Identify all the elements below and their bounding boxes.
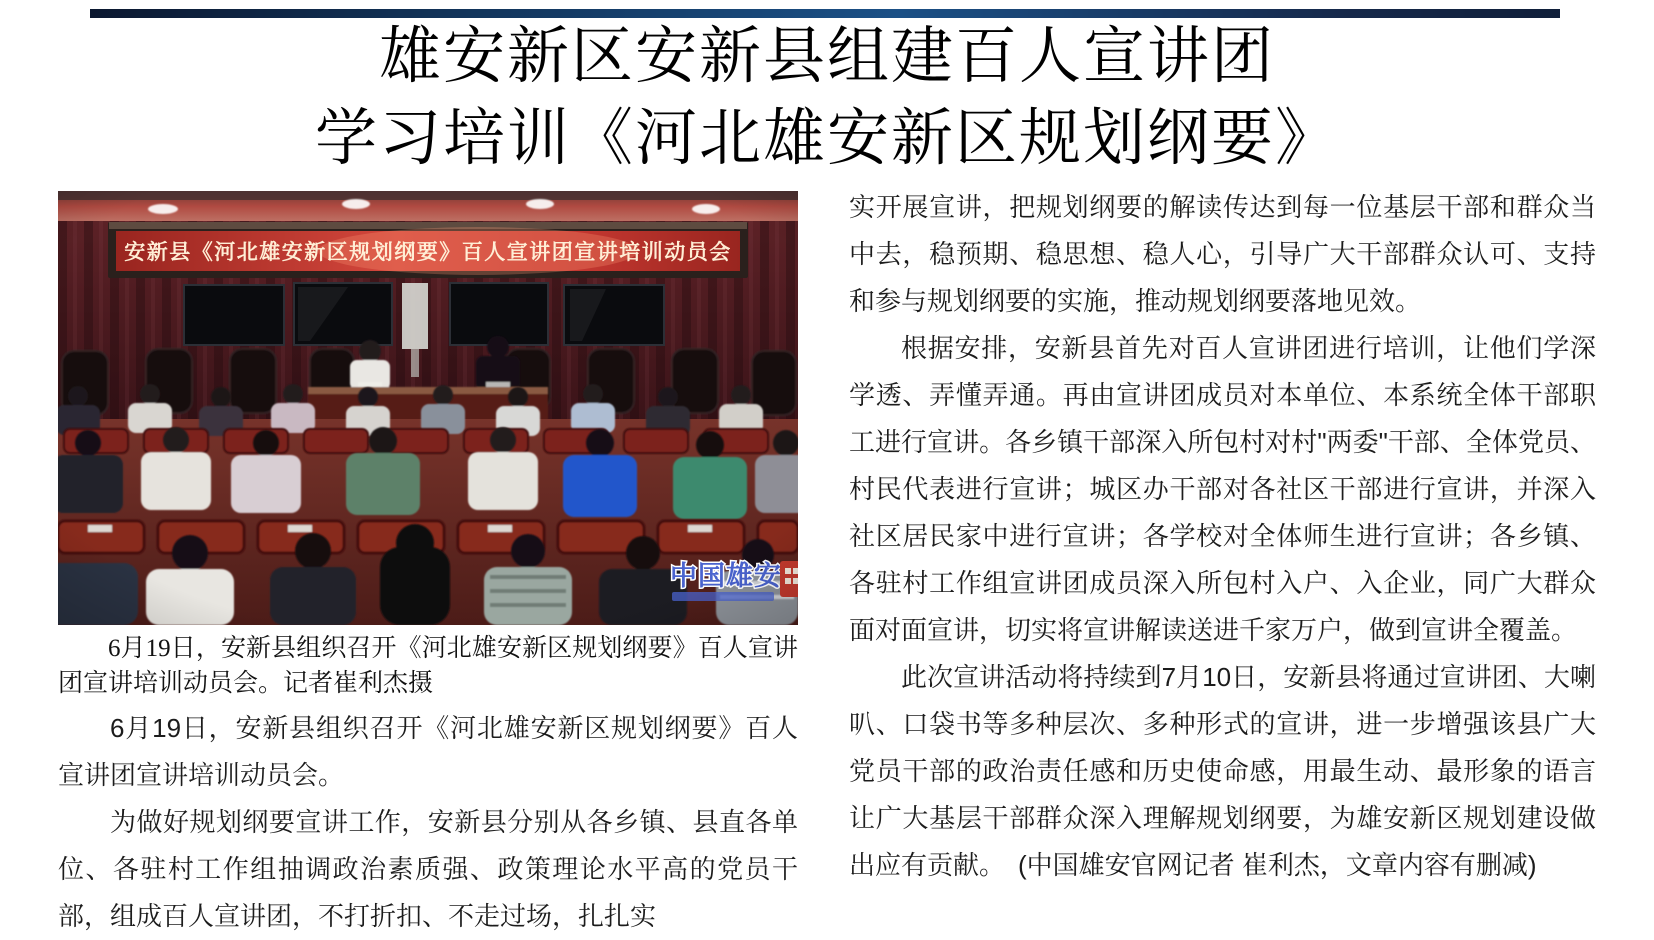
right-column <box>849 180 1596 889</box>
article-title <box>0 16 1654 180</box>
paragraph: 根据安排，安新县首先对百人宣讲团进行培训，让他们学深学透、弄懂弄通。再由宣讲团成员对本单位、本系统全体干部职工进行宣讲。各乡镇干部深入所包村对村"两委"干部、全体党员、村民代表进行宣讲；城区办干部对各社区干部进行宣讲，并深入社区居民家中进行宣讲；各学校对全体师生进行宣讲；各乡镇、各驻村工作组宣讲团成员深入所包村入户、入企业，同广大群众面对面宣讲，切实将宣讲解读送进千家万户，做到宣讲全覆盖。 <box>849 333 1596 645</box>
paragraph: 6月19日，安新县组织召开《河北雄安新区规划纲要》百人宣讲团宣讲培训动员会。 <box>58 713 798 790</box>
photo-vignette <box>58 191 798 625</box>
article-body-left <box>58 705 798 940</box>
paragraph: 实开展宣讲，把规划纲要的解读传达到每一位基层干部和群众当中去，稳预期、稳思想、稳人心，引导广大干部群众认可、支持和参与规划纲要的实施，推动规划纲要落地见效。 <box>849 192 1596 316</box>
article-title-line2: 学习培训《河北雄安新区规划纲要》 <box>314 105 1339 173</box>
photo-caption: 6月19日，安新县组织召开《河北雄安新区规划纲要》百人宣讲团宣讲培训动员会。记者崔利杰摄 <box>58 635 798 697</box>
paragraph: 此次宣讲活动将持续到7月10日，安新县将通过宣讲团、大喇叭、口袋书等多种层次、多种形式的宣讲，进一步增强该县广大党员干部的政治责任感和历史使命感，用最生动、最形象的语言让广大基层干部群众深入理解规划纲要，为雄安新区规划建设做出应有贡献。 (中国雄安官网记者 崔利杰，文章内容有删减) <box>849 662 1596 880</box>
left-column <box>58 191 798 940</box>
article-body-right <box>849 184 1596 889</box>
meeting-photo <box>58 191 798 625</box>
paragraph: 为做好规划纲要宣讲工作，安新县分别从各乡镇、县直各单位、各驻村工作组抽调政治素质强、政策理论水平高的党员干部，组成百人宣讲团，不打折扣、不走过场，扎扎实 <box>58 807 798 931</box>
article-title-line1: 雄安新区安新县组建百人宣讲团 <box>378 23 1275 91</box>
